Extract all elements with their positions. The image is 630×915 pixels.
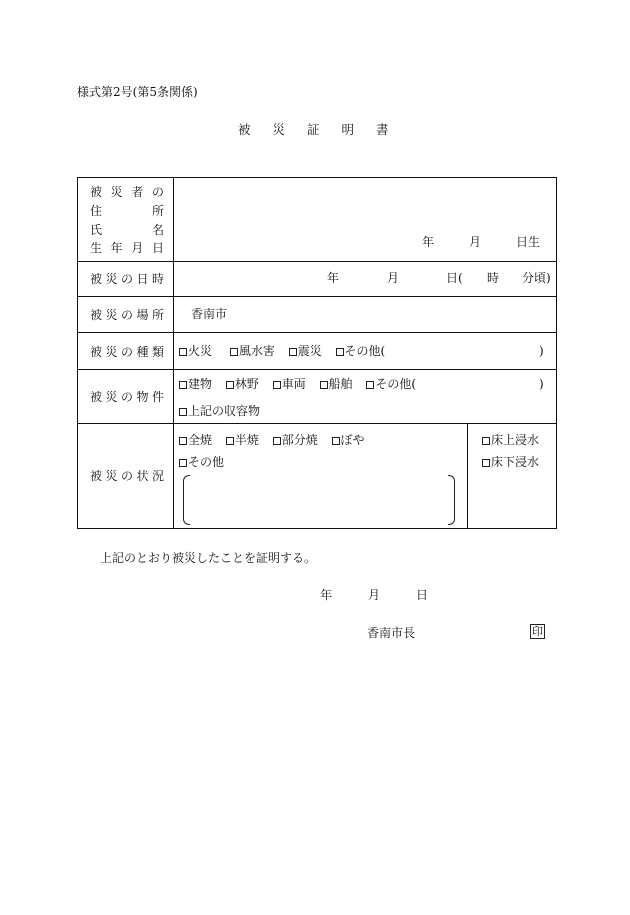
document-title: 被災証明書: [238, 122, 411, 137]
label-char: 災: [105, 345, 118, 359]
label-char: 生: [90, 241, 103, 255]
option-label: 建物: [188, 377, 213, 391]
date-hour-label: 時: [487, 271, 500, 285]
option-label: 船舶: [328, 377, 353, 391]
option-label: その他: [188, 455, 225, 469]
row-divider: [78, 261, 556, 262]
place-row-label: [90, 309, 164, 321]
label-char: の: [120, 390, 133, 404]
checkbox-icon: [179, 437, 187, 445]
label-char: 被: [90, 272, 103, 286]
checkbox-icon: [482, 459, 490, 467]
checkbox-below-floor-flood[interactable]: [482, 456, 539, 468]
issuer-name: 香南市長: [367, 626, 416, 640]
label-char: 被: [90, 390, 103, 404]
damage-status-options: [179, 434, 365, 446]
label-char: 災: [110, 185, 123, 199]
checkbox-icon: [366, 381, 374, 389]
row-divider: [78, 296, 556, 297]
option-label: 全焼: [188, 433, 213, 447]
row-divider: [78, 423, 556, 424]
option-label: その他(: [344, 344, 386, 358]
option-label: 床上浸水: [491, 433, 540, 447]
birth-year-label: 年: [422, 235, 435, 249]
birth-month-label: 月: [469, 235, 482, 249]
checkbox-above-floor-flood[interactable]: [482, 434, 539, 446]
checkbox-property-other[interactable]: [366, 378, 416, 390]
checkbox-storm-flood[interactable]: [230, 345, 275, 357]
label-char: 者: [131, 185, 144, 199]
label-char: 状: [136, 469, 149, 483]
option-label: 床下浸水: [491, 455, 540, 469]
checkbox-icon: [179, 381, 187, 389]
checkbox-vessel[interactable]: [320, 378, 353, 390]
checkbox-fire[interactable]: [179, 345, 212, 357]
option-label: ぼや: [340, 433, 365, 447]
label-char: 時: [151, 272, 164, 286]
birth-day-label: 日生: [516, 235, 541, 249]
label-char: 災: [105, 390, 118, 404]
property-options-line2: [179, 405, 260, 417]
option-label: 車両: [281, 377, 306, 391]
certification-statement: 上記のとおり被災したことを証明する。: [100, 551, 317, 565]
checkbox-icon: [289, 348, 297, 356]
type-row-label: [90, 346, 164, 358]
place-value: 香南市: [191, 307, 228, 321]
checkbox-icon: [230, 348, 238, 356]
checkbox-vehicle[interactable]: [273, 378, 306, 390]
label-char: の: [120, 469, 133, 483]
label-char: 氏: [90, 223, 103, 237]
victim-label-line1: [90, 186, 164, 198]
issue-month-label: 月: [368, 588, 381, 602]
label-char: の: [120, 308, 133, 322]
checkbox-icon: [179, 459, 187, 467]
label-char: 件: [151, 390, 164, 404]
other-details-field[interactable]: [192, 476, 444, 522]
date-minute-label: 分頃): [522, 271, 551, 285]
property-other-close-paren: ): [539, 377, 544, 391]
disaster-type-options: [179, 345, 385, 357]
label-char: 被: [90, 345, 103, 359]
label-char: 住: [90, 204, 103, 218]
label-char: 災: [105, 308, 118, 322]
option-label: その他(: [375, 377, 417, 391]
other-details-bracket-right: [448, 475, 455, 525]
issue-year-label: 年: [320, 588, 333, 602]
label-char: 所: [151, 204, 164, 218]
option-label: 火災: [188, 344, 213, 358]
name-label: [90, 224, 164, 236]
checkbox-icon: [179, 348, 187, 356]
label-char: 被: [90, 308, 103, 322]
label-char: の: [120, 272, 133, 286]
checkbox-icon: [179, 408, 187, 416]
label-char: 災: [105, 469, 118, 483]
checkbox-icon: [273, 437, 281, 445]
label-char: 被: [90, 469, 103, 483]
label-char: 物: [136, 390, 149, 404]
other-details-bracket-left: [183, 475, 190, 525]
option-label: 震災: [297, 344, 322, 358]
checkbox-icon: [273, 381, 281, 389]
checkbox-icon: [320, 381, 328, 389]
label-char: 日: [136, 272, 149, 286]
label-char: の: [120, 345, 133, 359]
option-label: 部分焼: [281, 433, 318, 447]
label-char: 類: [151, 345, 164, 359]
checkbox-small-fire[interactable]: [332, 434, 365, 446]
checkbox-icon: [332, 437, 340, 445]
option-label: 風水害: [238, 344, 275, 358]
form-number: 様式第2号(第5条関係): [77, 85, 198, 99]
issue-day-label: 日: [416, 588, 429, 602]
label-char: 被: [90, 185, 103, 199]
label-char: 年: [110, 241, 123, 255]
checkbox-building[interactable]: [179, 378, 212, 390]
checkbox-forest[interactable]: [226, 378, 259, 390]
label-char: 月: [131, 241, 144, 255]
checkbox-partial-burn[interactable]: [273, 434, 318, 446]
address-label: [90, 205, 164, 217]
row-divider: [78, 332, 556, 333]
checkbox-type-other[interactable]: [336, 345, 386, 357]
checkbox-half-burn[interactable]: [226, 434, 259, 446]
birthdate-label: [90, 242, 164, 254]
label-char: 災: [105, 272, 118, 286]
property-options: [179, 378, 416, 390]
status-column-divider: [467, 423, 468, 528]
date-row-label: [90, 273, 164, 285]
label-char: の: [151, 185, 164, 199]
checkbox-total-burn[interactable]: [179, 434, 212, 446]
status-row-label: [90, 470, 164, 482]
option-label: 上記の収容物: [188, 404, 261, 418]
date-month-label: 月: [387, 271, 400, 285]
label-char: 種: [136, 345, 149, 359]
row-divider: [78, 369, 556, 370]
checkbox-icon: [482, 437, 490, 445]
seal-mark: 印: [532, 625, 543, 638]
label-char: 所: [151, 308, 164, 322]
label-char: 名: [151, 223, 164, 237]
checkbox-contents[interactable]: [179, 405, 260, 417]
type-other-close-paren: ): [539, 344, 544, 358]
label-char: 場: [136, 308, 149, 322]
checkbox-icon: [336, 348, 344, 356]
label-column-divider: [173, 178, 174, 528]
damage-status-options-line2: [179, 456, 224, 468]
label-char: 況: [151, 469, 164, 483]
label-char: 日: [151, 241, 164, 255]
date-year-label: 年: [327, 271, 340, 285]
checkbox-earthquake[interactable]: [289, 345, 322, 357]
checkbox-status-other[interactable]: [179, 456, 224, 468]
date-day-label: 日(: [446, 271, 463, 285]
checkbox-icon: [226, 437, 234, 445]
checkbox-icon: [226, 381, 234, 389]
option-label: 半焼: [234, 433, 259, 447]
option-label: 林野: [234, 377, 259, 391]
property-row-label: [90, 391, 164, 403]
